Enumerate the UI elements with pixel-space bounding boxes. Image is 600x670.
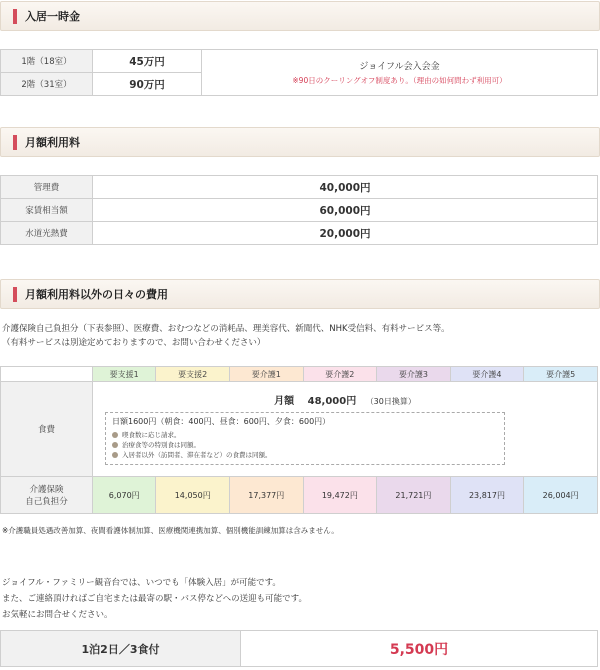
food-detail-cell bbox=[93, 382, 598, 477]
food-detail-box bbox=[105, 412, 505, 465]
joyful-title: ジョイフル会入会金 bbox=[359, 62, 440, 72]
food-monthly-value: 48,000円 bbox=[307, 396, 357, 407]
list-item bbox=[112, 430, 498, 440]
care-level-header: 要介護2 bbox=[303, 367, 377, 382]
trial-stay-text bbox=[2, 575, 307, 623]
trial-line: また、ご連絡頂ければご自宅または最寄の駅・バス停などへの送迎も可能です。 bbox=[2, 594, 307, 604]
care-insurance-label bbox=[1, 477, 93, 514]
section-title: 入居一時金 bbox=[25, 10, 80, 23]
care-cost: 23,817円 bbox=[450, 477, 524, 514]
trial-stay-table bbox=[0, 630, 598, 667]
initial-fee-table bbox=[0, 49, 598, 96]
section-header-daily-costs bbox=[0, 279, 600, 309]
care-cost: 26,004円 bbox=[524, 477, 598, 514]
trial-plan-price: 5,500円 bbox=[241, 631, 598, 667]
fee-label: 家賃相当額 bbox=[1, 199, 93, 222]
table-row bbox=[1, 176, 598, 199]
floor-label: 2階（31室） bbox=[1, 73, 93, 96]
care-cost: 14,050円 bbox=[156, 477, 230, 514]
section-accent-bar bbox=[13, 287, 17, 302]
food-monthly-label: 月額 bbox=[274, 396, 295, 407]
trial-line: お気軽にお問合せください。 bbox=[2, 610, 113, 620]
cooling-off-note: ※90日のクーリングオフ制度あり。（理由の如何問わず利用可） bbox=[292, 76, 507, 85]
table-row bbox=[1, 50, 598, 73]
food-monthly bbox=[99, 392, 591, 407]
care-label-line: 介護保険 bbox=[29, 485, 64, 495]
bullet-icon bbox=[112, 452, 118, 458]
section-header-monthly-fee bbox=[0, 127, 600, 157]
section-accent-bar bbox=[13, 135, 17, 150]
care-cost: 21,721円 bbox=[377, 477, 451, 514]
bullet-icon bbox=[112, 442, 118, 448]
food-monthly-note: （30日換算） bbox=[365, 397, 416, 406]
care-cost: 17,377円 bbox=[230, 477, 304, 514]
list-item bbox=[112, 450, 498, 460]
fee-label: 管理費 bbox=[1, 176, 93, 199]
care-level-header: 要支援2 bbox=[156, 367, 230, 382]
care-level-header: 要支援1 bbox=[93, 367, 156, 382]
section-accent-bar bbox=[13, 9, 17, 24]
fee-value: 40,000円 bbox=[93, 176, 598, 199]
care-cost: 6,070円 bbox=[93, 477, 156, 514]
food-daily-rate: 日額1600円（朝食：400円、昼食：600円、夕食：600円） bbox=[112, 417, 331, 426]
fee-value: 20,000円 bbox=[93, 222, 598, 245]
floor-label: 1階（18室） bbox=[1, 50, 93, 73]
list-item bbox=[112, 440, 498, 450]
care-level-header: 要介護3 bbox=[377, 367, 451, 382]
floor-fee: 45万円 bbox=[93, 50, 202, 73]
food-label: 食費 bbox=[1, 382, 93, 477]
daily-costs-intro bbox=[2, 322, 450, 350]
intro-line: 介護保険自己負担分（下表参照）、医療費、おむつなどの消耗品、理美容代、新聞代、NHK受信料、有料サービス等。 bbox=[2, 324, 450, 334]
food-row bbox=[1, 382, 598, 477]
food-note: 入居者以外（訪問者、滞在者など）の食費は同額。 bbox=[122, 451, 272, 459]
table-row bbox=[1, 222, 598, 245]
joyful-membership-cell bbox=[202, 50, 598, 96]
daily-costs-table bbox=[0, 366, 598, 514]
care-level-header-row bbox=[1, 367, 598, 382]
header-blank bbox=[1, 367, 93, 382]
section-title: 月額利用料以外の日々の費用 bbox=[25, 288, 168, 301]
trial-line: ジョイフル・ファミリー観音台では、いつでも「体験入居」が可能です。 bbox=[2, 578, 281, 588]
monthly-fee-table bbox=[0, 175, 598, 245]
fee-value: 60,000円 bbox=[93, 199, 598, 222]
table-row bbox=[1, 631, 598, 667]
bullet-icon bbox=[112, 432, 118, 438]
care-level-header: 要介護1 bbox=[230, 367, 304, 382]
floor-fee: 90万円 bbox=[93, 73, 202, 96]
care-level-header: 要介護5 bbox=[524, 367, 598, 382]
care-cost: 19,472円 bbox=[303, 477, 377, 514]
care-level-header: 要介護4 bbox=[450, 367, 524, 382]
care-insurance-row bbox=[1, 477, 598, 514]
section-header-initial-fee bbox=[0, 1, 600, 31]
table-row bbox=[1, 199, 598, 222]
trial-plan-label: 1泊2日／3食付 bbox=[1, 631, 241, 667]
food-note: 喫食数に応じ請求。 bbox=[122, 431, 181, 439]
food-note: 治療食等の特別食は同額。 bbox=[122, 441, 200, 449]
care-footnote: ※介護職員処遇改善加算、夜間看護体制加算、医療機関連携加算、個別機能訓練加算は含みません。 bbox=[2, 526, 339, 535]
fee-label: 水道光熱費 bbox=[1, 222, 93, 245]
section-title: 月額利用料 bbox=[25, 136, 80, 149]
care-label-line: 自己負担分 bbox=[25, 497, 68, 507]
intro-line: （有料サービスは別途定めておりますので、お問い合わせください） bbox=[2, 338, 266, 348]
